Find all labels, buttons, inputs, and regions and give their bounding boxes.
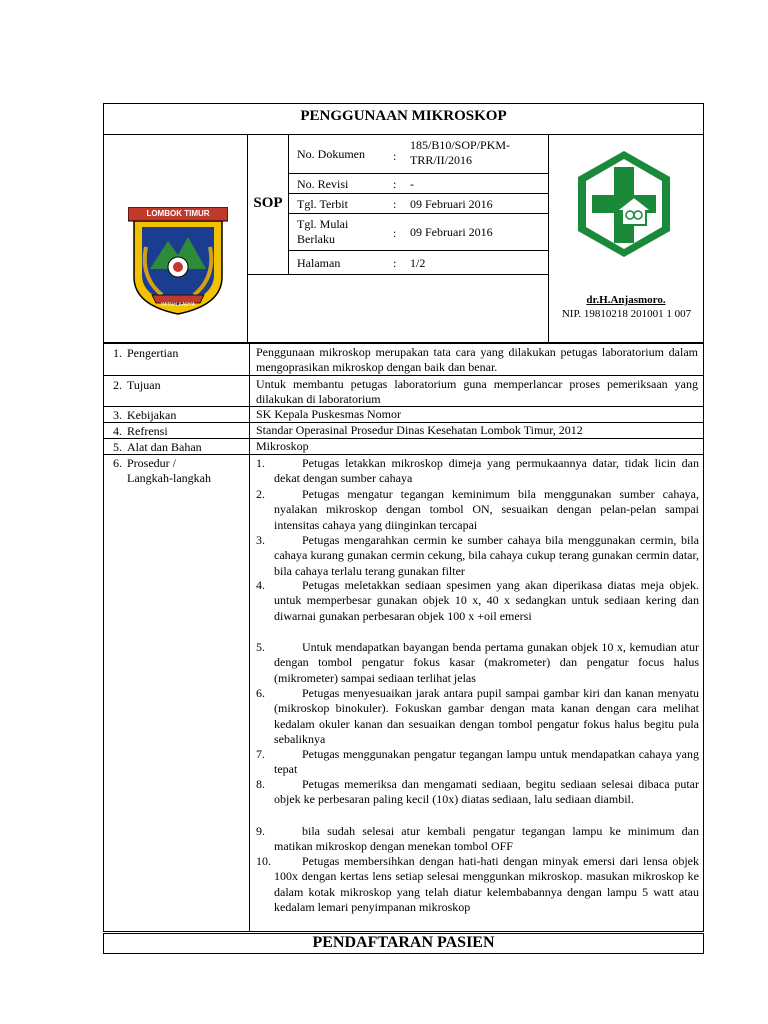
row-left-col [104, 455, 250, 931]
lombok-timur-logo [128, 207, 228, 315]
step-number: 6. [256, 686, 265, 700]
procedure-step [256, 824, 699, 855]
procedure-step [256, 747, 699, 778]
meta-colon: : [393, 149, 397, 163]
procedure-step [256, 487, 699, 533]
meta-value: 09 Februari 2016 [410, 197, 493, 211]
meta-label: Tgl. Mulai [297, 217, 349, 231]
row-content: SK Kepala Puskesmas Nomor [256, 407, 401, 421]
row-content: Penggunaan mikroskop merupakan tata cara yang dilakukan petugas laboratorium dalam mengoprasikan mikroskop dengan baik dan benar. [256, 345, 698, 374]
step-text: Petugas letakkan mikroskop dimeja yang permukaannya datar, tidak licin dan dekat dengan sumber cahaya [274, 456, 699, 486]
step-text: bila sudah selesai atur kembali pengatur tegangan lampu ke minimum dan matikan mikroskop dengan menekan tombol OFF [274, 824, 699, 854]
meta-label: Halaman [297, 256, 341, 270]
meta-tgl-mulai [289, 213, 549, 250]
row-left-col [104, 407, 250, 422]
meta-label: No. Revisi [297, 177, 349, 191]
row-number: 3. [113, 408, 122, 422]
row-left-col [104, 376, 250, 406]
meta-tgl-terbit [289, 193, 549, 213]
meta-colon: : [393, 197, 397, 211]
step-text: Petugas memeriksa dan mengamati sediaan, begitu sediaan selesai dibaca putar objek ke perbesaran paling kecil (10x) diatas sediaan, lalu sediaan diambil. [274, 777, 699, 807]
procedure-step [256, 686, 699, 748]
row-label: Tujuan [127, 378, 161, 392]
row-label: Pengertian [127, 346, 179, 360]
step-number: 9. [256, 824, 265, 838]
row-left-col [104, 423, 250, 438]
row-number: 6. [113, 456, 122, 470]
procedure-step [256, 578, 699, 624]
meta-no-dokumen [289, 134, 549, 173]
meta-value: - [410, 177, 414, 191]
meta-value: 1/2 [410, 256, 426, 270]
signer-name: dr.H.Anjasmoro. [586, 294, 666, 306]
meta-colon: : [393, 226, 397, 240]
row-number: 5. [113, 440, 122, 454]
meta-halaman [289, 250, 549, 274]
meta-colon: : [393, 256, 397, 270]
row-kebijakan [103, 406, 704, 422]
meta-no-revisi [289, 173, 549, 193]
header-vline-1 [247, 134, 248, 343]
footer-title: PENDAFTARAN PASIEN [312, 934, 495, 951]
step-text: Petugas menggunakan pengatur tegangan lampu untuk mendapatkan cahaya yang tepat [274, 747, 699, 777]
lombok-timur-logo-text: LOMBOK TIMUR [146, 209, 210, 218]
step-number: 5. [256, 640, 265, 654]
meta-label: Tgl. Terbit [297, 197, 348, 211]
row-label: Alat dan Bahan [127, 440, 202, 454]
step-number: 7. [256, 747, 265, 761]
step-number: 10. [256, 854, 271, 868]
procedure-step [256, 533, 699, 579]
row-label: Langkah-langkah [127, 471, 211, 485]
procedure-step [256, 456, 699, 487]
procedure-step [256, 777, 699, 808]
row-content: Mikroskop [256, 439, 309, 453]
row-alat-bahan [103, 438, 704, 454]
step-number: 8. [256, 777, 265, 791]
row-number: 2. [113, 378, 122, 392]
row-prosedur [103, 454, 704, 932]
meta-value: 09 Februari 2016 [410, 225, 493, 239]
row-label: Refrensi [127, 424, 168, 438]
step-text: Petugas membersihkan dengan hati-hati dengan minyak emersi dari lensa objek 100x dengan kertas lens setiap selesai menggunkan mikroskop. masukan mikroskop ke dalam kotak mikroskop yang telah diatur kelembabannya dengan lampu 5 watt atau kedalam lemari penyimpanan mikroskop [274, 854, 699, 915]
meta-value: 185/B10/SOP/PKM- [410, 138, 511, 152]
step-text: Petugas mengatur tegangan keminimum bila menggunakan sumber cahaya, nyalakan mikroskop dengan tombol ON, sesuaikan dengan pelan-pelan sampai intensitas cahaya yang diinginkan tercapai [274, 487, 699, 532]
signer-nip: NIP. 19810218 201001 1 007 [561, 308, 692, 320]
document-title: PENGGUNAAN MIKROSKOP [300, 108, 507, 124]
meta-label: No. Dokumen [297, 147, 365, 161]
header-hline-bottom [247, 274, 548, 275]
procedure-step [256, 854, 699, 916]
step-text: Petugas mengarahkan cermin ke sumber cahaya bila menggunakan cermin, bila cahaya kurang gunakan cermin cekung, bila cahaya cukup terang gunakan cermin datar, bila cahaya terlalu terang gunakan filter [274, 533, 699, 578]
meta-colon: : [393, 177, 397, 191]
step-text: Untuk mendapatkan bayangan benda pertama gunakan objek 10 x, kemudian atur dengan tombol pengatur fokus kasar (makrometer) dan pengatur focus halus (mikrometer) sampai sediaan terlihat jelas [274, 640, 699, 685]
row-refrensi [103, 422, 704, 438]
meta-value: TRR/II/2016 [410, 153, 472, 167]
step-number: 3. [256, 533, 265, 547]
row-content: Standar Operasinal Prosedur Dinas Kesehatan Lombok Timur, 2012 [256, 423, 583, 437]
puskesmas-logo [576, 149, 672, 259]
row-label: Prosedur / [127, 456, 176, 470]
step-text: Petugas meletakkan sediaan spesimen yang akan diperikasa diatas meja objek. untuk memperbesar gunakan objek 10 x, 40 x sedangkan untuk sediaan kering dan diwarnai gunakan perbesaran objek 100 x +oil emersi [274, 578, 699, 623]
row-number: 1. [113, 346, 122, 360]
step-number: 2. [256, 487, 265, 501]
row-pengertian [103, 343, 704, 375]
row-number: 4. [113, 424, 122, 438]
row-label: Kebijakan [127, 408, 177, 422]
step-text: Petugas menyesuaikan jarak antara pupil sampai gambar kiri dan kanan menyatu (mikroskop binokuler). Fokuskan gambar dengan mata kanan dengan cara melihat kedalam okuler kanan dan sesuaikan dengan tombol pengatur fokus halus begitu pula sebaliknya [274, 686, 699, 747]
meta-label: Berlaku [297, 232, 335, 246]
row-content: Untuk membantu petugas laboratorium guna memperlancar proses pemeriksaan yang dilakukan di laboratorium [256, 377, 698, 406]
step-number: 4. [256, 578, 265, 592]
lombok-timur-logo-motto: PATUH KARYA [160, 302, 196, 308]
step-number: 1. [256, 456, 265, 470]
procedure-step [256, 640, 699, 686]
row-tujuan [103, 375, 704, 406]
sop-label: SOP [253, 195, 283, 211]
